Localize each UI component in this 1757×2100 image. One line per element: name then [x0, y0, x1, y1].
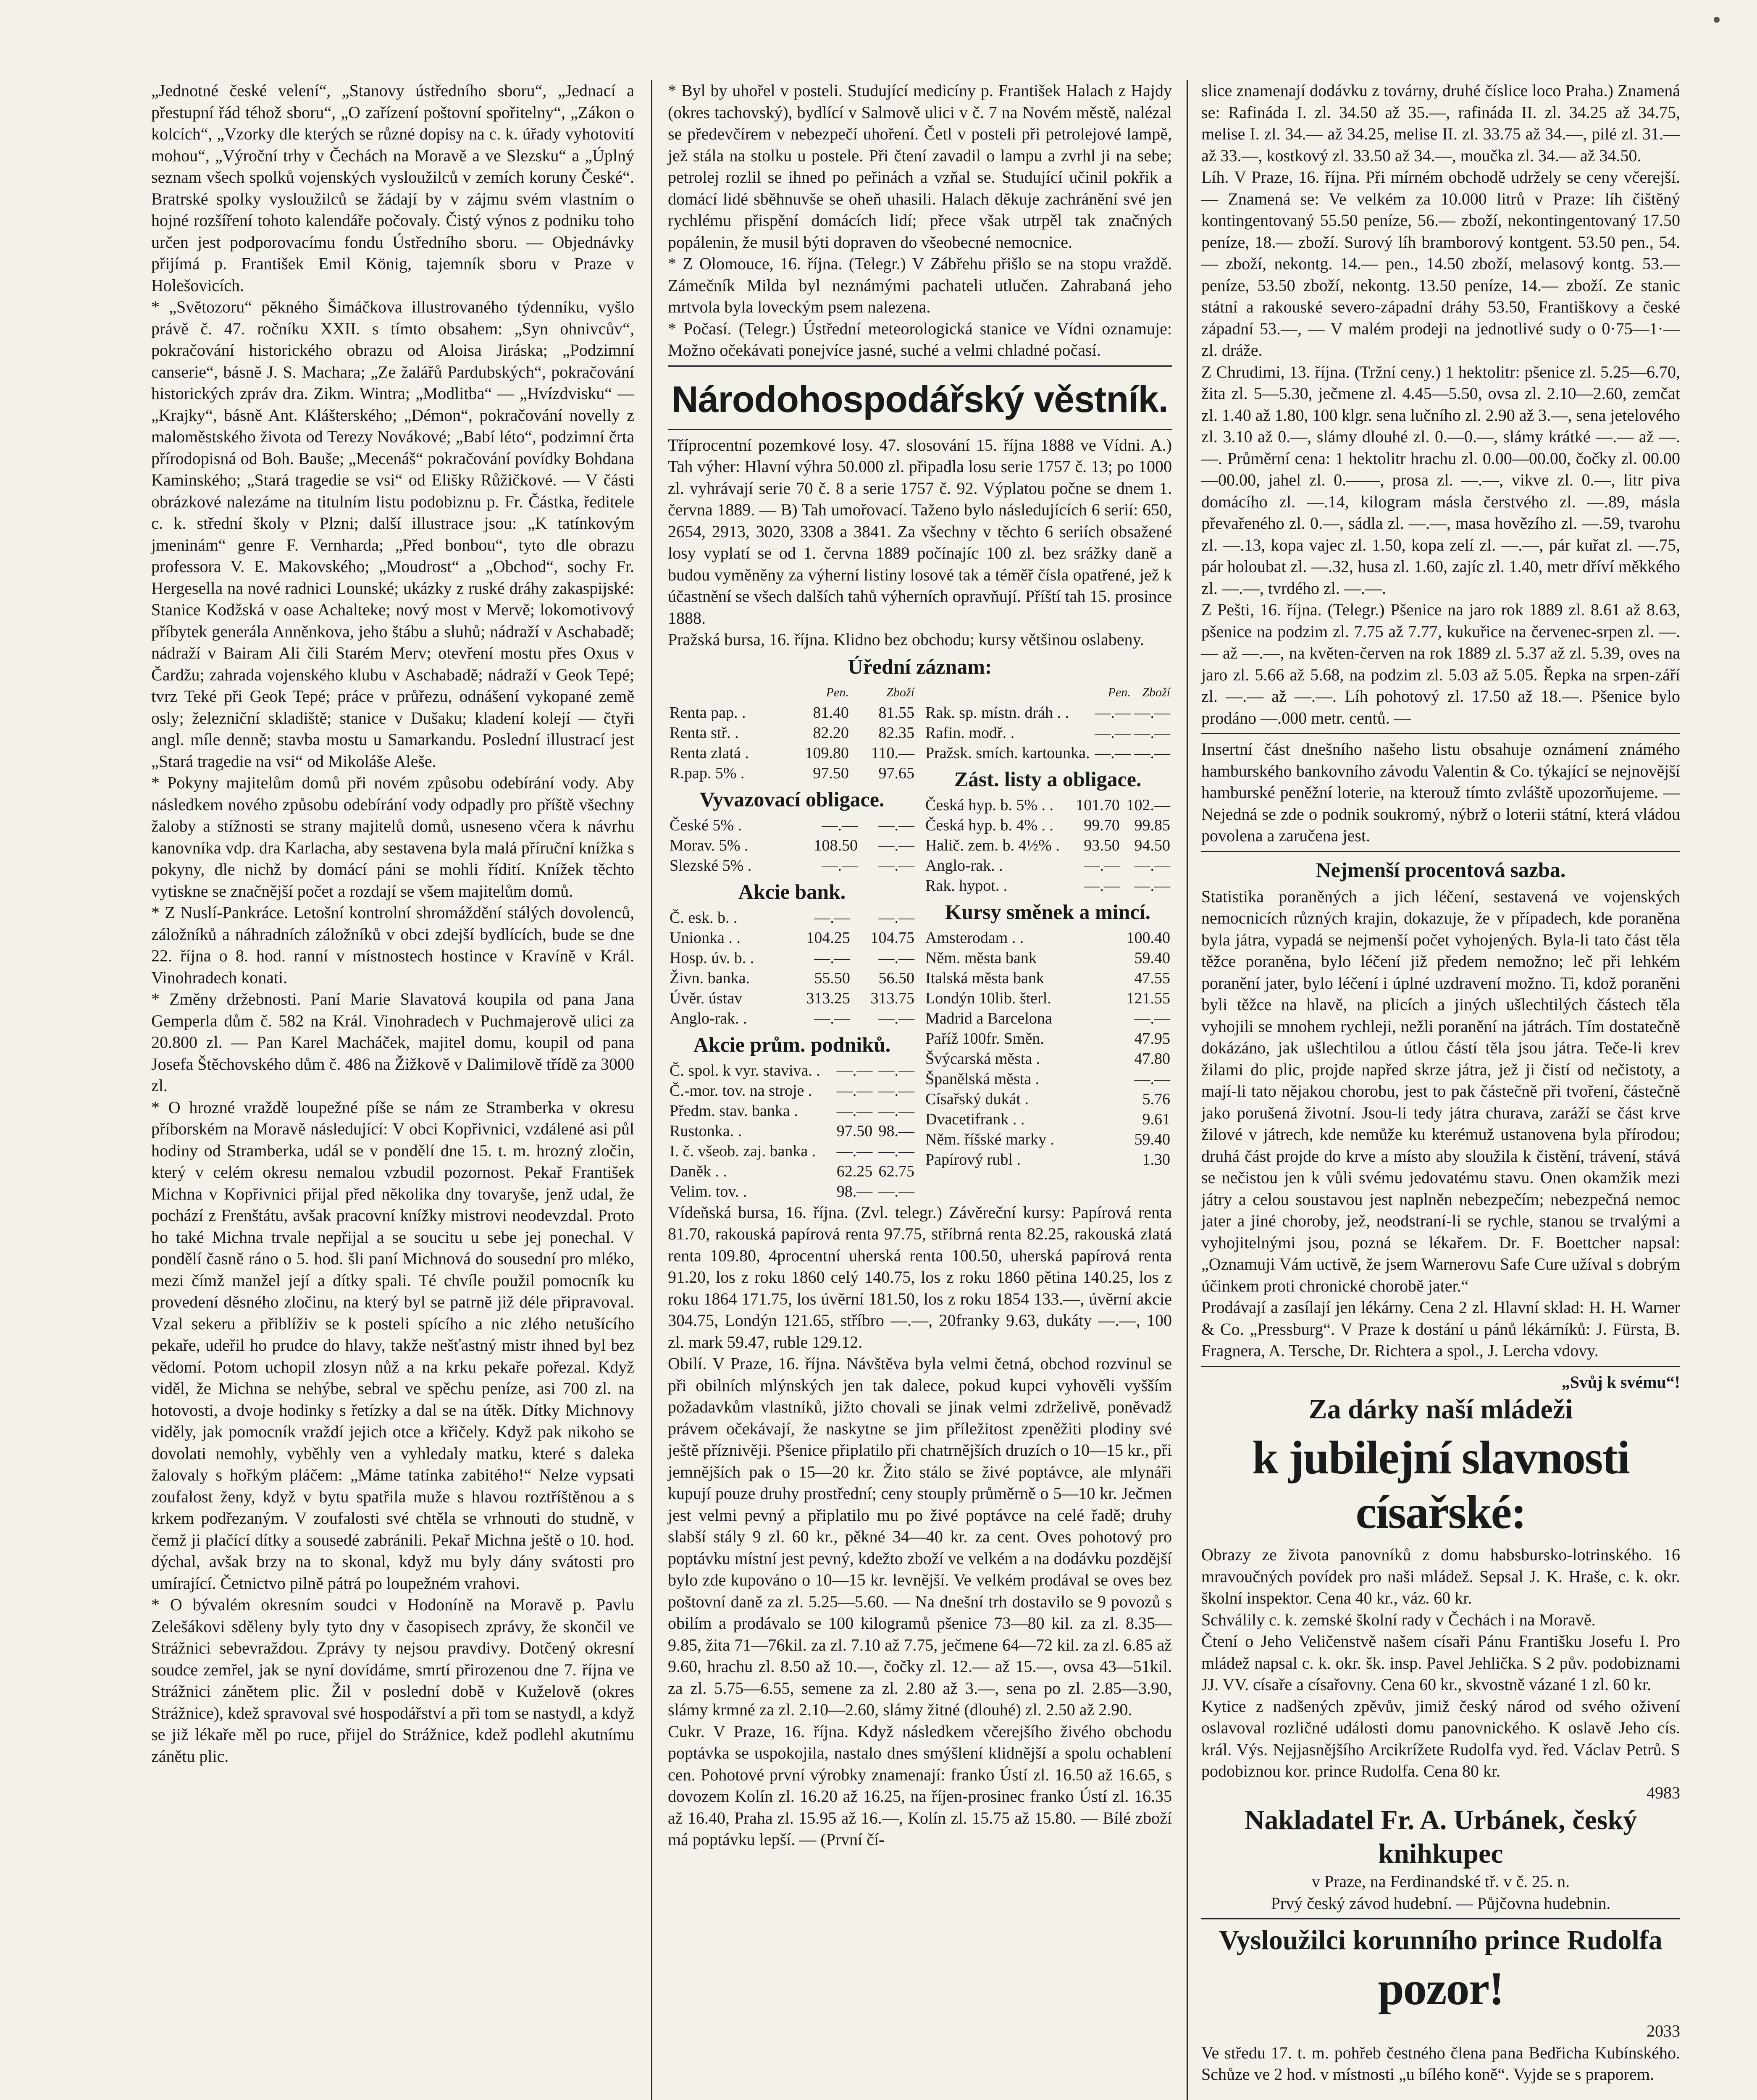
table-heading: Kursy směnek a mincí. — [945, 900, 1150, 924]
table-row: Londýn 10lib. šterl. 121.55 — [925, 989, 1170, 1007]
column-rule — [651, 80, 652, 2100]
table-row: Hosp. úv. b. . —.— —.— — [670, 949, 914, 967]
table-row: Něm. říšské marky . 59.40 — [925, 1130, 1170, 1148]
akcie-table — [668, 908, 916, 1029]
table-row: České 5% . —.— —.— — [670, 816, 914, 834]
table-row: Španělská města . —.— — [925, 1070, 1170, 1088]
table-row: Madrid a Barcelona —.— — [925, 1009, 1170, 1027]
article-grain: Obilí. V Praze, 16. října. Návštěva byla velmi četná, obchod rozvinul se při obilních mlýnských jen tak dalece, pokud kupci vyhověli vyšším požadavkům vlastníků, jižto chovali se jinak velmi zdrželivě, poněvadž právem očekávají, že naskytne se jim příležitost zpeněžiti plodiny své ještě příznivěji. Pšenice připlatilo při chatrnějších druzích o 10—15 kr., při jemnějších pak o 15—20 kr. Žito stálo se živé poptávce, ale mlynáři kupují pouze druhy prostřední; ceny stouply průměrně o 5—10 kr. Ječmen jest velmi pevný a připlatilo mu po živé poptávce na celé řadě; druhy slabší stály 9 zl. 60 kr., pěkné 34—40 kr. za cent. Oves pohotový pro poptávku místní jest pevný, kdežto zboží ve velkém a na dodávku pozdější bylo zde kupováno o 10—15 kr. levnější. Ve velkém prodával se oves bez poštovní daně za zl. 5.25—5.60. — Na dnešní trh dostavilo se 9 povozů s obilím a prodávalo se 100 kilogramů pšenice 73—80 kil. za zl. 8.35—9.85, žita 71—76kil. za zl. 7.10 až 7.75, ječmene 64—72 kil. za zl. 6.85 až 9.60, hrachu zl. 8.50 až 10.—, čočky zl. 12.— až 15.—, ovsa 43—51kil. za zl. 5.75—6.55, semene za zl. 2.80 až 3.—, sena po zl. 2.85—3.90, slámy krmné za zl. 2.10—2.60, slámy žitné (dlouhé) zl. 2.50 až 2.90. — [668, 1354, 1172, 1719]
table-heading: Zást. listy a obligace. — [954, 767, 1142, 791]
table-row: Italská města bank 47.55 — [925, 969, 1170, 987]
table-row: Úvěr. ústav 313.25 313.75 — [670, 989, 914, 1007]
ad-book-1: Obrazy ze života panovníků z domu habsbursko-lotrinského. 16 mravoučných povídek pro naši mládež. Sepsal J. K. Hraše, c. k. okr. školní inspektor. Cena 40 kr., váz. 60 kr. — [1201, 1545, 1680, 1607]
ad-liver-text: Statistika poraněných a jich léčení, sestavená ve vojenských nemocnicích různých krajin, dokazuje, že v případech, kde poraněna byla játra, vypadá se nejmenší počet vyhojených. Byla-li tato část těla těžce poraněna, bylo léčení již předem nemožno; leč při lehkém poranění jater, bylo léčení i úplné uzdravení možno. Ti, kdož poraněni byli těžce na hlavě, na plicích a jiných ušlechtilých částech těla vyhojili se mnohem rychleji, nežli poranění na játrách. Tím dostatečně dokázáno, jak ušlechtilou a útlou částí těla jsou játra. Teče-li krev žilami do plic, projde napřed skrze játra, jež ji čistí od nečistoty, a mají-li tato nějakou chorobu, jest to pak částečně při tvoření, částečně jako porušená životní. Jsou-li tedy játra churava, zaráží se část krve žilové v játrech, kde nemůže ku kterémuž ustanovena byla přírodou; druhá část projde do krve a místo aby sloužila k čistění, trávení, stává se nečistou jen k vůli svému jedovatému stavu. Onen okamžik mezi játry a celou soustavou jest naplněn nebezpečím; nebezpečná nemoc jater a jiné choroby, jež, neodstraní-li se rychle, stanou se trvalými a vyhojitelnými jsou, pozná se lékařem. Dr. F. Boettcher napsal: „Oznamuji Vám uctivě, že jsem Warnerovu Safe Cure užíval s dobrým účinkem proti chronické chorobě jater.“ — [1201, 887, 1680, 1295]
table-row: Paříž 100fr. Směn. 47.95 — [925, 1029, 1170, 1047]
publisher-address: v Praze, na Ferdinandské tř. v č. 25. n. — [1311, 1872, 1570, 1891]
column-rule — [1187, 80, 1188, 2100]
col-header: Zboží — [886, 685, 914, 699]
table-row: Předm. stav. banka . —.— —.— — [670, 1102, 914, 1120]
renta-table — [668, 682, 916, 783]
table-row: Česká hyp. b. 5% . . 101.70 102.— — [925, 796, 1170, 814]
table-row: Něm. města bank 59.40 — [925, 949, 1170, 967]
column-2 — [668, 80, 1172, 1851]
divider — [668, 429, 1172, 430]
kursy-table — [924, 928, 1172, 1170]
margin-mark — [1714, 17, 1720, 23]
table-row: Morav. 5% . 108.50 —.— — [670, 836, 914, 854]
newspaper-page — [151, 80, 1680, 2100]
article-fire: * Byl by uhořel v posteli. Studující medicíny p. František Halach z Hajdy (okres tachovský), bydlící v Salmově ulici v č. 7 na Novém městě, nalézal se předevčírem v nebezpečí uhoření. Četl v posteli při petrolejové lampě, jež stála na stolku u postele. Při čtení zavadil o lampu a zvrhl ji na sebe; petrolej rozlil se ihned po peřinách a vzňal se. Studující učinil pokřik a domácí lidé sběhnuvše se oheň uhasili. Halach děkuje zachránění své jen rychlému přispění domácích lidí; přece však utrpěl tak značných popálenin, že musil býti dopraven do všeobecné nemocnice. — [668, 81, 1172, 252]
ad-motto: „Svůj k svému“! — [1561, 1372, 1680, 1391]
col-header: Pen. — [1108, 685, 1131, 699]
veterans-text: Ve středu 17. t. m. pohřeb čestného člena pana Bedřicha Kubínského. Schůze ve 2 hod. v místnosti „u bílého koně“. Vyjde se s praporem. — [1201, 2043, 1680, 2084]
article-nusle: * Z Nuslí-Pankráce. Letošní kontrolní shromáždění stálých dovolenců, záložníků a náhradních záložníků v obci zdejší bydlících, bude se dne 22. října o 8. hod. ranní v místnostech hostince v Kravíně v Král. Vinohradech konati. — [151, 903, 634, 987]
publisher-name: Nakladatel Fr. A. Urbánek, český knihkupec — [1244, 1805, 1637, 1869]
table-row: Renta stř. . 82.20 82.35 — [670, 724, 914, 742]
vyvaz-table — [668, 815, 916, 876]
article-water: * Pokyny majitelům domů při novém způsobu odebírání vody. Aby následkem nového způsobu odebírání vody odpadly pro příště všechny žaloby a stížnosti se strany majitelů domů, usneseno včera k návrhu kanovníka vdp. dra Karlacha, aby sestavena byla malá příruční knížka s pokyny, dle nichž by domácí páni se mohli řídití. Knížek těchto vytiskne se značnější počet a rozdají se všem majitelům domů. — [151, 773, 634, 900]
ad-heading: Nejmenší procentová sazba. — [1316, 858, 1566, 882]
divider — [1201, 1918, 1680, 1919]
table-row: Unionka . . 104.25 104.75 — [670, 929, 914, 947]
ad-number: 4983 — [1647, 1783, 1680, 1802]
veterans-heading: Vysloužilci korunního prince Rudolfa — [1219, 1925, 1662, 1956]
publisher-note: Prvý český závod hudební. — Půjčovna hudebnin. — [1271, 1893, 1611, 1913]
article-sugar: Cukr. V Praze, 16. října. Když následkem včerejšího živého obchodu poptávka se uspokojila, nastalo dnes smýšlení klidnější a spolu ochablení cen. Pohotové první výrobky znamenají: franko Ústí zl. 16.50 až 16.65, s dovozem Kolín zl. 16.20 až 16.25, na říjen-prosinec franko Ústí zl. 16.35 až 16.40, Praha zl. 15.95 až 16.—, Kolín zl. 15.75 až 15.80. — Bílé zboží má poptávku lepší. — (První čí- — [668, 1722, 1172, 1849]
article-vienna-bourse: Vídeňská bursa, 16. října. (Zvl. telegr.) Závěreční kursy: Papírová renta 81.70, rakouská papírová renta 97.75, stříbrná renta 82.25, rakouská zlatá renta 109.80, 4procentní uherská renta 100.50, uherská papírová renta 91.20, los z roku 1860 celý 140.75, los z roku 1860 pětina 140.25, los z roku 1864 171.75, los úvěrní 181.50, los z roku 1854 133.—, úvěrní akcie 304.75, Londýn 121.65, stříbro —.—, 20franky 9.63, dukáty —.—, 100 zl. mark 59.47, ruble 129.12. — [668, 1202, 1172, 1352]
table-row: Renta pap. . 81.40 81.55 — [670, 704, 914, 722]
table-row: Č. esk. b. . —.— —.— — [670, 908, 914, 927]
ad-jubilee-title: k jubilejní slavnosti císařské: — [1252, 1432, 1629, 1538]
table-row: Amsterodam . . 100.40 — [925, 929, 1170, 947]
article-svetozor: * „Světozoru“ pěkného Šimáčkova illustrovaného týdenníku, vyšlo právě č. 47. ročníku XXII. s tímto obsahem: „Syn ohnivcův“, pokračování historického obrazu od Aloisa Jiráska; „Podzimní canserie“, básně J. S. Machara; „Ze žalářů Pardubských“, pokračování historických zpráv dra. Zikm. Wintra; „Modlitba“ — „Hvízdvisku“ — „Krajky“, básně Ant. Klášterského; „Démon“, pokračování novelly z maloměstského života od Terezy Novákové; „Babí léto“, podzimní črta přírodopisná od Boh. Bauše; „Mecenáš“ pokračování povídky Bohdana Kaminského; „Stará tragedie se vsi“ od Elišky Růžičkové. — V části obrázkové nalezáme na titulním listu podobiznu p. Fr. Částka, ředitele c. k. střední školy v Plzni; další illustrace jsou: „K tatínkovým jmeninám“ genre F. Vernharda; „Před bonbou“, tyto dle obrazu professora V. E. Makovského; „Moudrost“ a „Obchod“, sochy Fr. Hergesella na nové radnici Lounské; ukázky z ruské dráhy zakaspijské: Stanice Kodžská v oase Achalteke; nový most v Mervě; lokomotivový příbytek generála Anněnkova, jeho štábu a sluhů; nádraží v Aschabadě; nádraží v Bairam Ali čili Starém Merv; otevření mostu přes Oxus v Čardžu; zahrada vojenského klubu v Aschabadě; nádraží v Geok Tepé; tvrz Teké při Geok Tepé; práce v průřezu, odnášení vykopané země osly; železniční skladiště; stanice v Dušaku; kladení kolejí — čtyři angl. míle denně; stavba mostu u Samarkandu. Poslední illustrací jest „Stará tragedie na vsi“ od Mikoláše Aleše. — [151, 297, 634, 771]
official-record-heading: Úřední záznam: — [848, 654, 992, 678]
table-row: Švýcarská města . 47.80 — [925, 1050, 1170, 1068]
divider — [668, 365, 1172, 367]
veterans-attention: pozor! — [1378, 1963, 1504, 2015]
ad-approval: Schválily c. k. zemské školní rady v Čechách i na Moravě. — [1201, 1610, 1596, 1629]
article-property: * Změny držebnosti. Paní Marie Slavatová koupila od pana Jana Gemperla dům č. 582 na Král. Vinohradech v Puchmajerově ulici za 20.800 zl. — Pan Karel Macháček, majitel domu, koupil od pana Josefa Štěchovského dům č. 486 na Žižkově v Dalimilově třídě za 3000 zl. — [151, 990, 634, 1095]
table-row: Dvacetifrank . . 9.61 — [925, 1110, 1170, 1128]
table-row: Rafin. modř. . —.— —.— — [925, 724, 1170, 742]
table-row: Č. spol. k vyr. staviva. . —.— —.— — [670, 1061, 914, 1079]
article-prague-bourse: Pražská bursa, 16. října. Klidno bez obchodu; kursy většinou oslabeny. — [668, 630, 1144, 649]
col-header: Pen. — [826, 685, 849, 699]
table-heading: Akcie prům. podniků. — [693, 1032, 891, 1056]
quotes-left — [668, 682, 916, 1202]
article-spirit: Líh. V Praze, 16. října. Při mírném obchodě udržely se ceny včerejší. — Znamená se: Ve velkém za 10.000 litrů v Praze: líh čištěný kontingentovaný 55.50 peníze, 56.— zboží, nekontingentovaný 17.50 peníze, 18.— zboží. Surový líh bramborový kontgent. 53.50 pen., 54.— zboží, nekontg. 14.— pen., 14.50 zboží, melasový kontg. 53.— peníze, 53.50 zboží, nekontg. 13.50 peníze, 14.— zboží. Ze stanic státní a rakouské severo-západní dráhy 53.50, Františkovy a české západní 53.—, — V malém prodeji na jednotlivé sudy o 0·75—1·— zl. dráže. — [1201, 168, 1680, 360]
table-heading: Vyvazovací obligace. — [699, 787, 885, 811]
veterans-number: 2033 — [1647, 2021, 1680, 2040]
divider — [1201, 851, 1680, 852]
quotes-right — [924, 682, 1172, 1202]
table-row: Anglo-rak. . —.— —.— — [925, 856, 1170, 874]
table-row: Renta zlatá . 109.80 110.— — [670, 744, 914, 762]
article-calendar: „Jednotné české velení“, „Stanovy ústředního sboru“, „Jednací a přestupní řád téhož sboru“, „O zařízení poštovní spořitelny“, „Zákon o kolcích“, „Vzorky dle kterých se různé dopisy na c. k. úřady vyhotovití mohou“, „Výroční trhy v Čechách na Moravě a ve Slezsku“ a „Úplný seznam všech spolků vojenských vysloužilců v zemích koruny České“. Bratrské spolky vysloužilců se žádají by v zájmu svém vlastním o hojné rozšíření tohoto kalendáře počovaly. Čistý výnos z podniku toho určen jest podporovacímu fondu Ústředního sboru. — Objednávky přijímá p. František Emil König, tajemník sboru v Praze v Holešovicích. — [151, 81, 634, 295]
article-olomouc: * Z Olomouce, 16. října. (Telegr.) V Zábřehu přišlo se na stopu vraždě. Zámečník Milda byl neznámými pachateli utlučen. Zahrabaná jeho mrtvola byla loveckým psem nalezena. — [668, 254, 1172, 316]
column-3 — [1201, 80, 1680, 2085]
table-row: R.pap. 5% . 97.50 97.65 — [670, 764, 914, 782]
table-heading: Akcie bank. — [738, 879, 846, 903]
column-1 — [151, 80, 634, 1767]
ad-liver-sellers: Prodávají a zasílají jen lékárny. Cena 2 zl. Hlavní sklad: H. H. Warner & Co. „Pressburg“. V Praze k dostání u pánů lékárníků: J. Fürsta, B. Fragnera, A. Tersche, Dr. Richtera a spol., J. Lercha vdovy. — [1201, 1298, 1680, 1360]
table-row: Č.-mor. tov. na stroje . —.— —.— — [670, 1082, 914, 1100]
ad-title: Za dárky naší mládeži — [1308, 1394, 1573, 1425]
article-chrudim: Z Chrudimi, 13. října. (Tržní ceny.) 1 hektolitr: pšenice zl. 5.25—6.70, žita zl. 5—5.30, ječmene zl. 4.45—5.50, ovsa zl. 2.10—2.60, zemčat zl. 1.40 až 1.80, 100 klgr. sena lučního zl. 2.90 až 3.—, sena jetelového zl. 3.10 až 0.—, slámy dlouhé zl. 0.—0.—, slámy krátké —.— až —.—. Průměrní cena: 1 hektolitr hrachu zl. 0.00—00.00, čočky zl. 00.00—00.00, jahel zl. 0.——, prosa zl. —.—, vikve zl. 0.—, litr piva domácího zl. —.14, kilogram másla čerstvého zl. —.89, másla převařeného zl. 0.—, sádla zl. —.—, masa hovězího zl. —.59, tvarohu zl. —.13, kopa vajec zl. 1.50, kopa zelí zl. —.—, pár kuřat zl. —.75, pár holoubat zl. —.32, husa zl. 1.60, zajíc zl. 1.40, metr dříví měkkého zl. —.—, tvrdého zl. —.—. — [1201, 362, 1680, 598]
article-pest: Z Pešti, 16. října. (Telegr.) Pšenice na jaro rok 1889 zl. 8.61 až 8.63, pšenice na podzim zl. 7.75 až 7.77, kukuřice na červenec-srpen zl. —.— až —.—, na květen-červen na rok 1889 zl. 5.37 až zl. 5.39, oves na jaro zl. 5.66 až 5.68, na podzim zl. 5.03 až 5.05. Řepka na srpen-září zl. —.— až —.—. Líh pohotový zl. 17.50 až 18.—. Pšenice bylo prodáno —.000 metr. centů. — — [1201, 600, 1680, 727]
divider — [1201, 1366, 1680, 1367]
insert-note: Insertní část dnešního našeho listu obsahuje oznámení známého hamburského bankovního závodu Valentin & Co. týkající se nejnovější hamburské peněžní loterie, na kterouž tímto zvláště upozorňujeme. — Nejedná se zde o podnik soukromý, nýbrž o loterii státní, která vládou povolena a zaručena jest. — [1201, 740, 1680, 845]
section-heading: Národohospodářský věstník. — [672, 378, 1168, 420]
table-row: I. č. všeob. zaj. banka . —.— —.— — [670, 1142, 914, 1160]
article-murder: * O hrozné vraždě loupežné píše se nám ze Stramberka v okresu příborském na Moravě následující: V obci Kopřivnici, vzdálené asi půl hodiny od Stramberka, udál se v pondělí dne 15. t. m. hrozný zločin, který v celém okresu nemalou vzbudil pozornost. Pekař František Michna v Kopřivnici přijal před několika dny tovaryše, jenž udal, že pochází z Frenštátu, avšak pracovní knížky mistrovi neodevzdal. Proto ho také Michna trvale nepřijal a se soucitu u sebe jej ponechal. V pondělí časně ráno o 5. hod. šli paní Michnová do sousední pro mléko, mezi čímž manžel její a dítky spali. Té chvíle použil pomocník ku provedení děsného zločinu, na který byl se patrně již déle připravoval. Vzal sekeru a přiblíživ se k posteli spícího a nic zlého netušícího pekaře, udeřil ho prudce do hlavy, takže nešťastný mistr ihned byl bez vědomí. Potom uchopil zlosyn nůž a na krku pekaře pořezal. Když viděl, že Michna se nehýbe, sebral ve spěchu peníze, asi 700 zl. na hotovosti, a dvoje hodinky s řetízky a dal se na útěk. Dítky Michnovy viděly, jak pomocník vraždí jejich otce a křičely. Když pak nikoho se dovolati nemohly, vyběhly ven a vyhledaly matku, které s daleka žalovaly s hořkým pláčem: „Máme tatínka zabitého!“ Nelze vypsati zoufalost ženy, když v bytu spatřila muže s hlavou roztříštěnou a s krkem podřezaným. V zoufalosti své chtěla se vrhnouti do studně, v čemž ji plačící dítky a sousedé zabránili. Pekař Michna ještě o 10. hod. dýchal, avšak brzy na to skonal, když mu byly dány svátosti pro umírající. Četnictvo pilně pátrá po loupežném vrahovi. — [151, 1097, 634, 1593]
divider — [1201, 733, 1680, 734]
article-sugar-cont: slice znamenají dodávku z továrny, druhé číslice loco Praha.) Znamená se: Rafináda I. zl. 34.50 až 35.—, rafináda II. zl. 34.25 až 34.75, melise I. zl. 34.— až 34.25, melise II. zl. 33.75 až 34.—, pilé zl. 31.— až 33.—, kostkový zl. 33.50 až 34.—, moučka zl. 34.— až 34.50. — [1201, 81, 1680, 165]
misc-table — [924, 682, 1172, 763]
table-row: Daněk . . 62.25 62.75 — [670, 1162, 914, 1180]
quotes-block — [668, 682, 1172, 1202]
table-row: Císařský dukát . 5.76 — [925, 1090, 1170, 1108]
table-row: Velim. tov. . 98.— —.— — [670, 1182, 914, 1200]
table-row: Česká hyp. b. 4% . . 99.70 99.85 — [925, 816, 1170, 834]
table-row: Slezské 5% . —.— —.— — [670, 856, 914, 874]
table-row: Živn. banka. 55.50 56.50 — [670, 969, 914, 987]
table-row: Pražsk. smích. kartounka. —.— —.— — [925, 744, 1170, 762]
zast-table — [924, 795, 1172, 896]
ad-book-3: Kytice z nadšených zpěvův, jimiž český národ od svého oživení oslavoval rozličné události domu panovnického. K oslavě Jeho cís. král. Výs. Nejjasnějšího Arcikrížete Rudolfa vyd. řed. Václav Petrů. S podobiznou kor. prince Rudolfa. Cena 80 kr. — [1201, 1696, 1680, 1780]
col-header: Zboží — [1142, 685, 1170, 699]
prum-table — [668, 1060, 916, 1202]
article-weather: * Počasí. (Telegr.) Ústřední meteorologická stanice ve Vídni oznamuje: Možno očekávati ponejvíce jasné, suché a velmi chladné počasí. — [668, 319, 1172, 360]
table-row: Rak. hypot. . —.— —.— — [925, 877, 1170, 895]
table-row: Rustonka. . 97.50 98.— — [670, 1122, 914, 1140]
table-row: Rak. sp. místn. dráh . . —.— —.— — [925, 704, 1170, 722]
table-row: Halič. zem. b. 4½% . 93.50 94.50 — [925, 836, 1170, 854]
table-row: Anglo-rak. . —.— —.— — [670, 1009, 914, 1027]
article-judge: * O bývalém okresním soudci v Hodoníně na Moravě p. Pavlu Zelešákovi sděleny byly tyto dny v časopisech zprávy, že skončil ve Strážnici sebevraždou. Zprávy ty nejsou pravdivy. Dotčený okresní soudce zemřel, jak se nyní dovídáme, smrtí přirozenou dne 7. října ve Strážnici zánětem plic. Žil v poslední době v Kuželově (okres Strážnice), kdež spravoval své hospodářství a při tom se nastydl, a když se již lékaře měl po ruce, přijel do Strážnice, kdež podlehl akutnímu zánětu plic. — [151, 1595, 634, 1766]
article-lottery: Tříprocentní pozemkové losy. 47. slosování 15. října 1888 ve Vídni. A.) Tah výher: Hlavní výhra 50.000 zl. připadla losu serie 1757 č. 13; po 1000 zl. vyhrávají serie 70 č. 8 a serie 1757 č. 92. Výplatou počne se dnem 1. června 1889. — B) Tah umořovací. Taženo bylo následujících 6 serií: 650, 2654, 2913, 3020, 3308 a 3841. Za všechny v těchto 6 seriích obsažené losy vyplatí se od 1. června 1889 počínajíc 100 zl. bez srážky daně a budou vyměněny za výherní listiny losové tak a téměř čísla opatřené, jež k účastnění se všech dalších tahů výherních opravňují. Příští tah 15. prosince 1888. — [668, 435, 1172, 627]
table-row: Papírový rubl . 1.30 — [925, 1150, 1170, 1168]
ad-book-2: Čtení o Jeho Veličenstvě našem císaři Pánu Františku Josefu I. Pro mládež napsal c. k. okr. šk. insp. Pavel Jehlička. S 2 pův. podobiznami JJ. VV. císaře a císařovny. Cena 60 kr., skvostně vázané 1 zl. 60 kr. — [1201, 1632, 1680, 1694]
